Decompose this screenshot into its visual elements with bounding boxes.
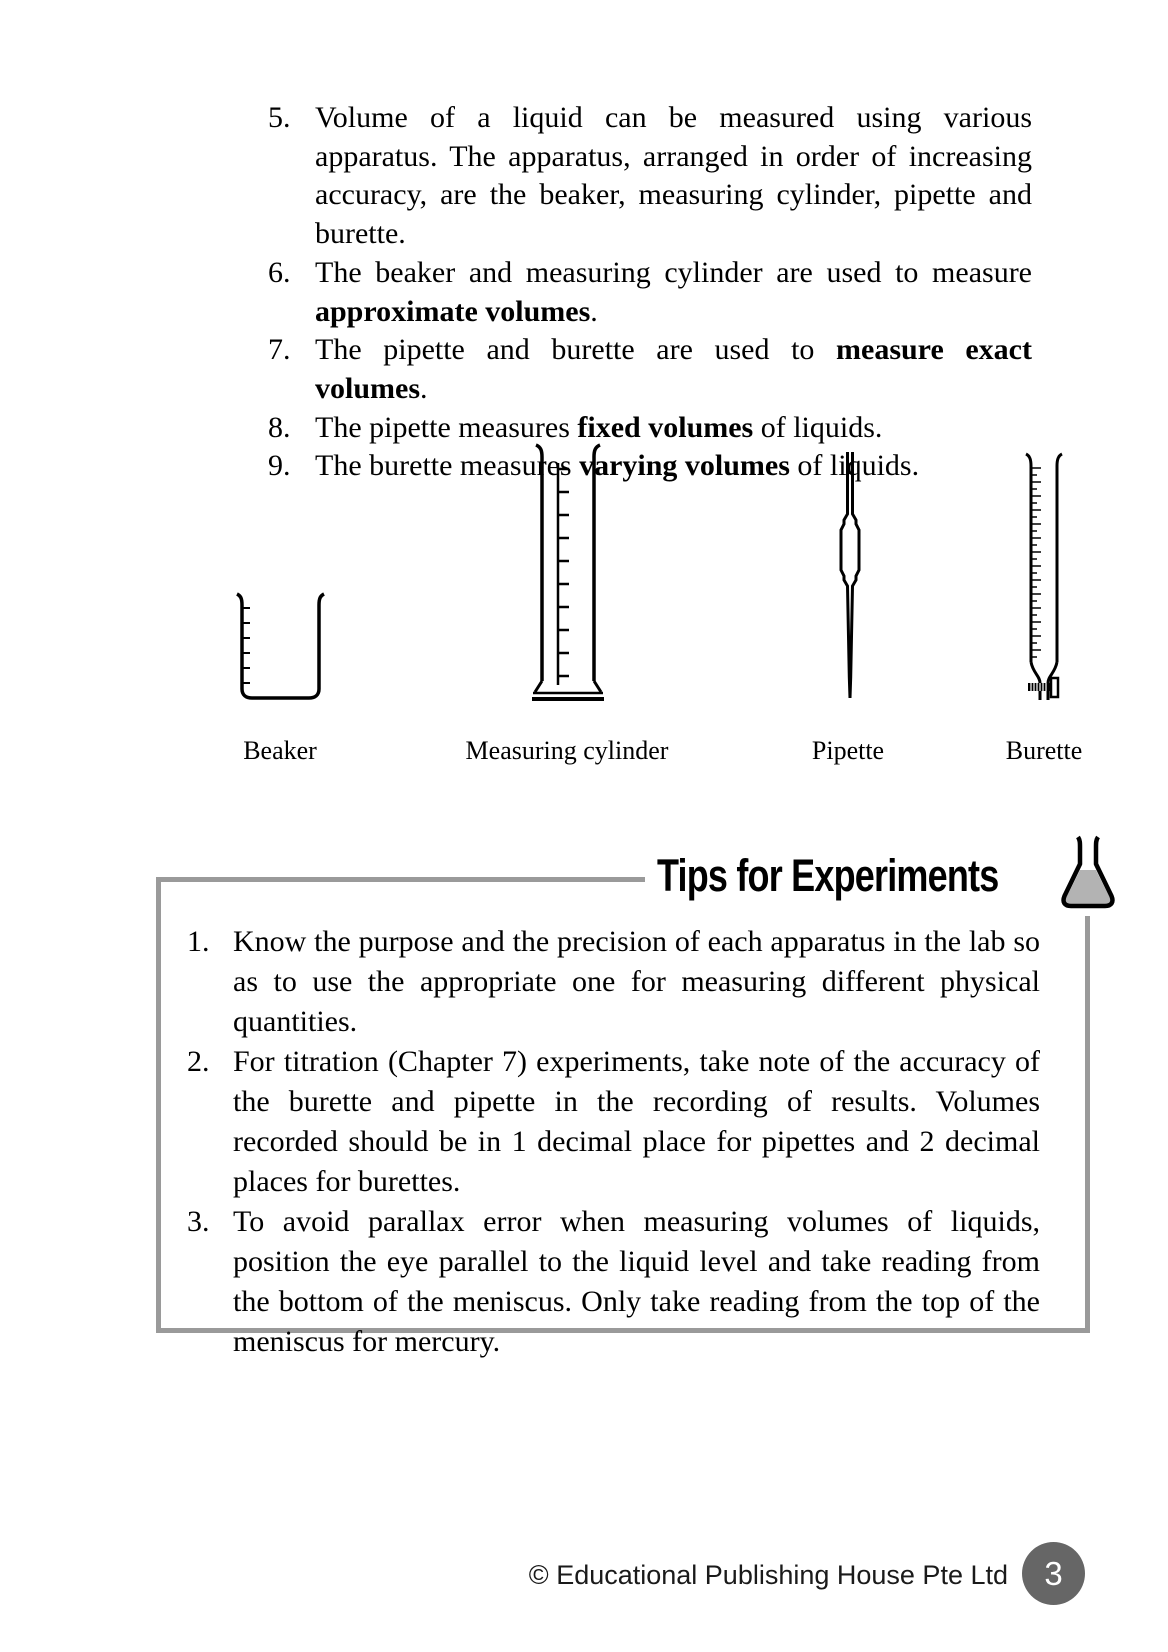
page-number-badge [1022,1542,1085,1605]
notes-list [268,99,1032,486]
list-item-text: The pipette and burette are used to measure exact volumes. [315,333,1032,405]
burette-drawing [1020,452,1065,705]
list-item-text: The pipette measures fixed volumes of liquids. [315,410,883,444]
list-item-text: The burette measures varying volumes of liquids. [315,449,920,483]
tip-number: 2. [187,1045,210,1078]
beaker-drawing [233,592,328,705]
tip-text: Know the purpose and the precision of each apparatus in the lab so as to use the appropriate one for measuring different physical quantities. [233,925,1040,1038]
tip-number: 3. [187,1205,210,1238]
list-item-number: 6. [268,255,291,289]
tip-text: For titration (Chapter 7) experiments, take note of the accuracy of the burette and pipette in the recording of results. Volumes recorded should be in 1 decimal place for pipettes and 2 decimal places for burettes. [233,1045,1040,1198]
list-item [268,331,1032,408]
caption-measuring-cylinder: Measuring cylinder [465,736,669,765]
list-item [268,254,1032,331]
tips-header [645,836,1117,916]
caption-pipette: Pipette [811,736,885,765]
list-item [268,99,1032,254]
tip-item [187,1202,1040,1362]
list-item [268,409,1032,448]
tip-item [187,922,1040,1042]
copyright-text: © Educational Publishing House Pte Ltd [528,1560,1008,1590]
tip-item [187,1042,1040,1202]
measuring-cylinder-drawing [528,443,608,708]
list-item-number: 7. [268,333,291,367]
pipette-drawing [835,452,865,704]
list-item-text: The beaker and measuring cylinder are used to measure approximate volumes. [315,255,1032,328]
caption-burette: Burette [1005,736,1083,765]
list-item-number: 9. [268,449,291,483]
tip-number: 1. [187,925,210,958]
tips-box [156,877,1090,1358]
tips-title-wrap [657,850,1057,902]
list-item-text: Volume of a liquid can be measured using various apparatus. The apparatus, arranged in order of increasing accuracy, are the beaker, measuring cylinder, pipette and burette. [315,101,1032,251]
page-number: 3 [1044,1554,1063,1592]
erlenmeyer-flask-icon [1059,834,1117,919]
list-item-number: 5. [268,101,291,134]
tips-title: Tips for Experiments [657,850,999,901]
list-item-number: 8. [268,410,291,444]
tip-text: To avoid parallax error when measuring volumes of liquids, position the eye parallel to the liquid level and take reading from the bottom of the meniscus. Only take reading from the top of the meniscus for mercury. [233,1205,1040,1358]
caption-beaker: Beaker [243,736,317,765]
list-item [268,447,1032,486]
